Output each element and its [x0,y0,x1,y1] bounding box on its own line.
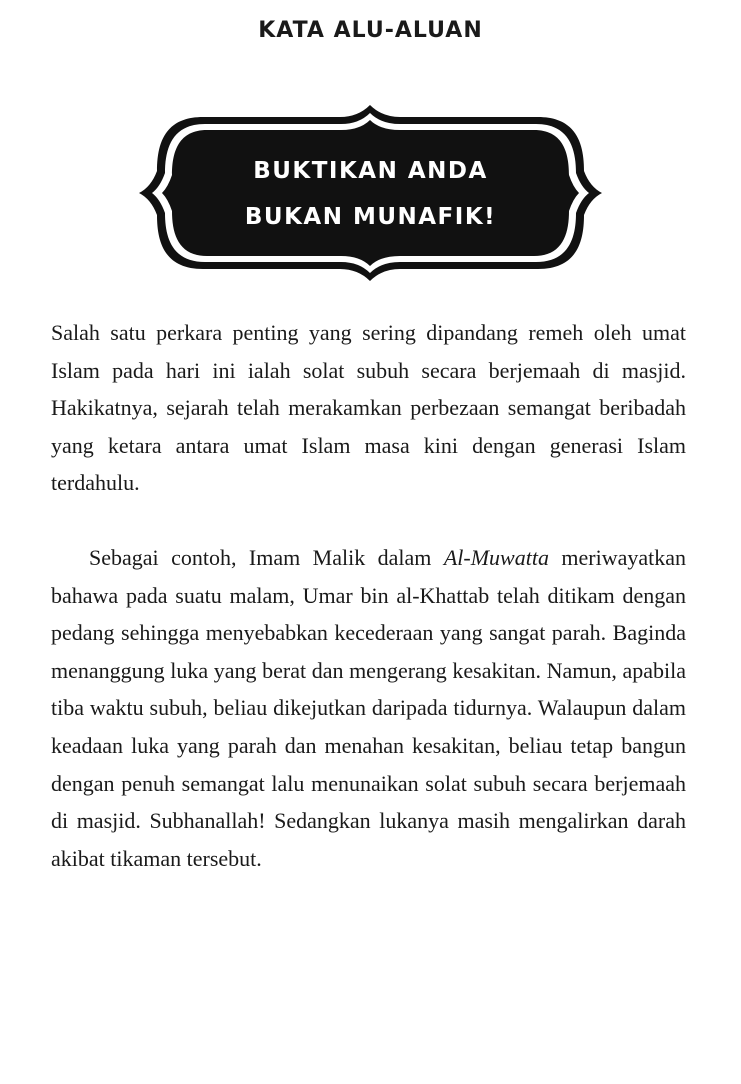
ornamental-frame [138,103,603,283]
banner-title-line-1: BUKTIKAN ANDA [253,158,488,184]
paragraph-2-intro: Sebagai contoh, Imam Malik dalam [89,545,444,570]
paragraph-2-body: meriwayatkan bahawa pada suatu malam, Umar bin al-Khattab telah ditikam dengan pedang sehingga menyebabkan kecederaan yang sangat parah. Baginda menanggung luka yang berat dan mengerang kesakitan. Namun, apabila tiba waktu subuh, beliau dikejutkan daripada tidurnya. Walaupun dalam keadaan luka yang parah dan menahan kesakitan, beliau tetap bangun dengan penuh semangat lalu menunaikan solat subuh secara berjemaah di masjid. Subhanallah! Sedangkan lukanya masih mengalirkan darah akibat tikaman tersebut. [51,545,687,871]
book-title: Al-Muwatta [443,545,549,570]
title-banner [138,103,603,283]
paragraph-2 [51,539,686,877]
paragraph-1: Salah satu perkara penting yang sering dipandang remeh oleh umat Islam pada hari ini ialah solat subuh secara berjemaah di masjid. Hakikatnya, sejarah telah merakamkan perbezaan semangat beribadah yang ketara antara umat Islam masa kini dengan generasi Islam terdahulu. [51,320,686,496]
section-header: KATA ALU-ALUAN [258,18,483,43]
banner-title-line-2: BUKAN MUNAFIK! [244,204,497,230]
